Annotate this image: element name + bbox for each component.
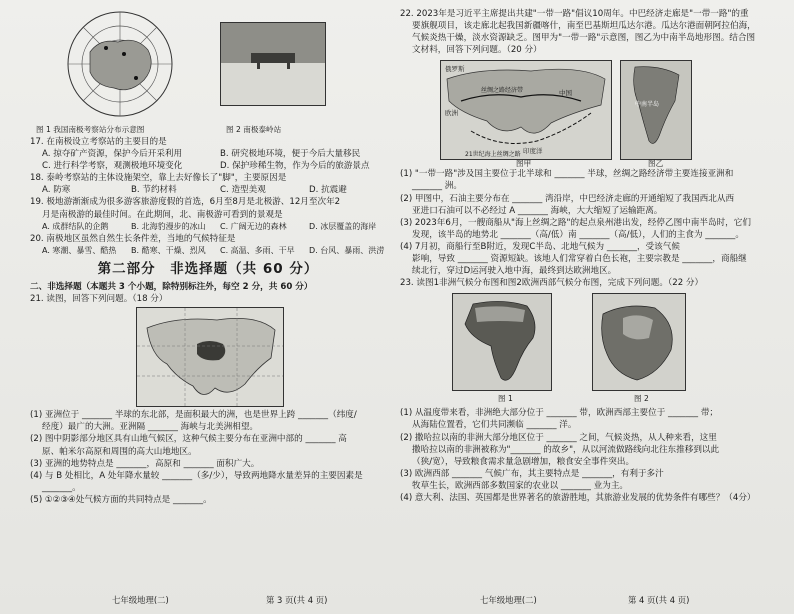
- q23-item-1a: (1) 从温度带来看，非洲绝大部分位于 _______ 带，欧洲西部主要位于 _______ 带；: [400, 408, 719, 419]
- asia-map: [136, 307, 284, 407]
- fig2-caption: 图 2 南极泰岭站: [226, 125, 282, 134]
- q17-option-b[interactable]: B. 研究极地环境，便于今后大量移民: [220, 149, 361, 160]
- q21-item-4b: _______。: [42, 482, 81, 493]
- q21-item-3: (3) 亚洲的地势特点是 _______，高原和 _______ 面积广大。: [30, 458, 260, 469]
- q17-option-d[interactable]: D. 保护珍稀生物，作为今后的旅游景点: [220, 161, 370, 172]
- map-label-maritime-road: 21世纪海上丝绸之路: [465, 151, 521, 159]
- q22-item-4c: 续北行，穿过D运河驶入地中海，最终到达欧洲地区。: [412, 266, 617, 277]
- footer-right-subject: 七年级地理(二): [480, 595, 537, 605]
- q23-item-2a: (2) 撒哈拉以南的非洲大部分地区位于 _______ 之间，气候炎热，从人种来看，这里: [400, 432, 717, 443]
- q23-item-1b: 从海陆位置看，它们共同濒临 _______ 洋。: [412, 420, 577, 431]
- q20-option-b[interactable]: B. 酷寒、干燥、烈风: [131, 245, 206, 255]
- section-title: 第二部分 非选择题（共 60 分）: [97, 260, 319, 277]
- q19-option-b[interactable]: B. 北海豹漫步的冰山: [131, 221, 206, 231]
- q19-option-c[interactable]: C. 广阔无边的森林: [220, 221, 287, 231]
- station-photo: [220, 22, 326, 106]
- q21-item-2b: 原、帕米尔高原和周围的高大山地地区。: [42, 446, 197, 457]
- q23-item-4: (4) 意大利、法国、英国都是世界著名的旅游胜地，其旅游业发展的优势条件有哪些？（4分）: [400, 492, 756, 503]
- polar-projection-map: [60, 8, 180, 120]
- europe-climate-map: [592, 293, 686, 391]
- q22-item-1a: (1) "一带一路"涉及国主要位于北半球和 _______ 半球，丝绸之路经济带主要连接亚洲和: [400, 169, 734, 180]
- q19-options: [30, 221, 386, 233]
- q23-stem: 23. 读图1非洲气候分布图和图2欧洲西部气候分布图，完成下列问题。（22 分）: [400, 278, 704, 289]
- q17-option-a[interactable]: A. 掠夺矿产资源，保护今后开采利用: [42, 149, 183, 160]
- map-label-china: 中国: [559, 89, 572, 98]
- map-label-silk-belt: 丝绸之路经济带: [481, 87, 524, 95]
- q23-fig2-caption: 图 2: [634, 394, 649, 404]
- q21-item-2a: (2) 图中阴影部分地区具有山地气候区，这种气候主要分布在亚洲中部的 _______ 高: [30, 434, 347, 445]
- q20-option-d[interactable]: D. 台风、暴雨、洪涝: [309, 245, 385, 255]
- q20-option-c[interactable]: C. 高温、多雨、干早: [220, 245, 295, 255]
- q20-options: [30, 245, 386, 257]
- map-label-europe: 欧洲: [445, 109, 458, 118]
- q17-stem: 17. 在南极设立考察站的主要目的是: [30, 137, 167, 147]
- climate-maps: [400, 289, 778, 407]
- africa-climate-map: [452, 293, 552, 391]
- asia-map-area: [30, 305, 386, 409]
- q18-option-b[interactable]: B. 节约材料: [131, 185, 177, 196]
- fig1-caption: 图 1 我国南极考察站分布示意图: [36, 125, 145, 134]
- q21-item-1a: (1) 亚洲位于 _______ 半球的东北部，是面积最大的洲，也是世界上跨 _______（纬度/: [30, 410, 357, 421]
- q22-item-4a: (4) 7月初，商船行至B附近，发现C半岛、北地气候为 _______，受该气候: [400, 241, 680, 252]
- footer-right-page: 第 4 页(共 4 页): [628, 595, 690, 605]
- q22-item-2a: (2) 甲图中，石油主要分布在 _______ 湾沿岸，中巴经济走廊的开通缩短了我国西北从西: [400, 193, 735, 204]
- left-column: [30, 8, 386, 588]
- section-note: 二、非选择题（本题共 3 个小题，除特别标注外，每空 2 分，共 60 分）: [30, 282, 313, 293]
- q20-option-a[interactable]: A. 寒潮、暴雪、酷热: [42, 245, 117, 255]
- q23-item-2b: 撒哈拉以南的非洲被称为"_______ 的故乡"，从以河流做路线向北往东推移到以此: [412, 444, 720, 455]
- right-column: [400, 8, 778, 588]
- q19-stem-line2: 月是南极游的最佳时间。在此期间，北、南极游可看到的景观是: [42, 209, 283, 220]
- footer-left-subject: 七年级地理(二): [112, 595, 169, 605]
- q20-stem: 20. 南极地区虽然自然生长条件差，当地的气候特征是: [30, 233, 236, 244]
- q18-stem: 18. 泰岭考察站的主体设施架空，靠上去好像长了"脚"，主要原因是: [30, 173, 287, 184]
- map-caption-b: 图乙: [648, 159, 664, 169]
- q21-item-4a: (4) 与 B 处相比，A 处年降水量较 _______（多/少），导致两地降水量差异的主要因素是: [30, 470, 363, 481]
- q19-option-a[interactable]: A. 成群结队的企鹅: [42, 221, 109, 231]
- q18-options: [30, 184, 386, 196]
- q22-item-1b: _______ 洲。: [412, 181, 462, 192]
- figure-row-antarctica: [30, 8, 386, 136]
- q17-options-row2: [30, 160, 386, 172]
- indochina-map: [620, 60, 692, 160]
- q18-option-c[interactable]: C. 造型美观: [220, 185, 266, 196]
- footer-left-page: 第 3 页(共 4 页): [266, 595, 328, 605]
- q21-stem: 21. 读图，回答下列问题。（18 分）: [30, 294, 168, 305]
- q22-item-3a: (3) 2023年6月，一艘商船从"海上丝绸之路"的起点泉州港出发，经停乙图中南半岛时，它们: [400, 217, 751, 228]
- q22-stem-line4: 文材料，回答下列问题。（20 分）: [412, 45, 542, 56]
- belt-road-maps: [400, 56, 778, 168]
- q18-option-d[interactable]: D. 抗震避: [309, 185, 347, 196]
- q22-stem-line1: 22. 2023年是习近平主席提出共建"一带一路"倡议10周年。中巴经济走廊是"一带一路"的重: [400, 9, 749, 19]
- map-caption-a: 图甲: [516, 159, 532, 169]
- q23-item-3b: 牧草生长，欧洲西部多数国家的农业以 _______ 业为主。: [412, 480, 629, 491]
- q17-option-c[interactable]: C. 进行科学考察，观测极地环境变化: [42, 161, 183, 172]
- q22-item-2b: 亚进口石油可以不必经过 A _______ 海峡，大大缩短了运输距离。: [412, 205, 663, 216]
- q18-option-a[interactable]: A. 防寒: [42, 185, 71, 196]
- q23-item-3a: (3) 欧洲西部 _______ 气候广布，其主要特点是 _______，有利于多汁: [400, 468, 664, 479]
- q17-options-row1: [30, 148, 386, 160]
- q22-stem-line2: 要旗舰项目，该走廊北起我国新疆喀什，南至巴基斯坦瓜达尔港。瓜达尔港面朝阿拉伯海，: [412, 21, 756, 32]
- q23-fig1-caption: 图 1: [498, 394, 513, 404]
- q22-item-4b: 影响，导致 _______ 资源短缺。该地人们常穿着白色长袍，主要宗教是 _______，商船继: [412, 254, 747, 265]
- q22-stem-line3: 气候炎热干燥，淡水资源缺乏。图甲为"一带一路"示意图，图乙为中南半岛地形图。结合图: [412, 33, 756, 44]
- q23-item-2c: （狭/宽），导致粮食需求量急剧增加，粮食安全事件突出。: [412, 456, 635, 467]
- map-label-indochina: 中南半岛: [635, 101, 660, 109]
- q22-item-3b: 发现，该半岛的地势北 _______（高/低）南 _______（高/低），人们的主食为 _______。: [412, 229, 744, 240]
- map-label-indian-ocean: 印度洋: [523, 147, 543, 156]
- belt-road-map: [440, 60, 612, 160]
- q21-item-5: (5) ①②③④处气候方面的共同特点是 _______。: [30, 494, 212, 505]
- q19-stem-line1: 19. 极地游渐渐成为很多游客旅游度假的首选，6月至8月是北极游、12月至次年2: [30, 197, 341, 208]
- map-label-russia: 俄罗斯: [445, 65, 465, 74]
- q21-item-1b: 经度）最广的大洲。亚洲隔 _______ 海峡与北美洲相望。: [42, 422, 259, 433]
- q19-option-d[interactable]: D. 冰层覆盖的海岸: [309, 221, 377, 231]
